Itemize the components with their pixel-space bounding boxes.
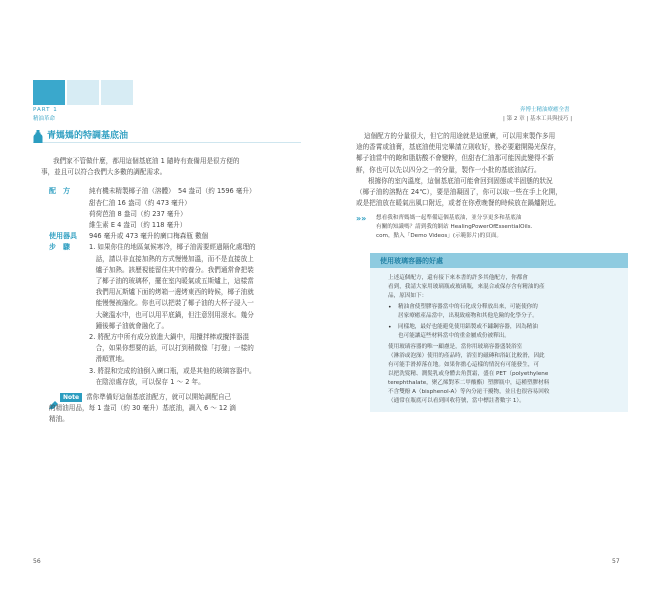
box-para-line: 以把洗髮精、潤髮乳或身體去角質霜，盛在 PET（polyethylene — [388, 371, 549, 378]
box-para-line: terephthalate，聚乙烯對苯二甲酸酯）塑膠瓶中，這種塑膠材料 — [388, 380, 550, 387]
video-tip — [356, 214, 631, 241]
formula-label: 配 方 — [49, 187, 70, 196]
bullet-line: 居家療癒產品當中，出現致癌物和其他危險的化學分子。 — [398, 313, 538, 320]
box-para-line: 有可能手滑掉落在地。如果你擔心這樣的情況有可能發生，可 — [388, 362, 540, 369]
para-line: 椰子油當中的飽和脂肪酸不會變粹，但甜杏仁油那可能因此變得不新 — [356, 154, 554, 163]
left-page — [33, 126, 301, 426]
step-line: 鐘後椰子油就會融化了。 — [89, 321, 169, 330]
video-tip-line: com，點入「Demo Videos」(示範影片)的頁面。 — [376, 233, 503, 240]
intro-paragraph — [33, 156, 301, 178]
step-line: 2. 將配方中所有成分放進大鍋中，用攪拌棒或攪拌器混 — [89, 333, 250, 342]
step-line: 合，如果你想要的話，可以打到稍微像「打發」一樣的 — [89, 344, 254, 353]
part-tab-active — [33, 80, 65, 105]
formula-line: 荷荷芭油 8 盎司（約 237 毫升） — [89, 209, 187, 218]
bullet-line: 同樣地，最好也能避免使用鋁製或不鏽鋼容器，因為精油 — [398, 324, 538, 331]
step-line: 了椰子油的玻璃杯，擺在室內暖氣或五斯爐上，這樣當 — [89, 277, 254, 286]
box-intro-line: 看到，我請大家用玻璃瓶或玻璃瓶，來混合或保存含有精油的產 — [388, 284, 545, 291]
steps-label: 步 驟 — [49, 243, 70, 252]
part-tab-2 — [67, 80, 99, 105]
box-intro-line: 品，原因如下： — [388, 293, 428, 300]
intro-line: 我們家不管做什麼，都用這個基底油 1 隨時有查備用是很方便的 — [53, 157, 240, 165]
step-line: 能慢慢被融化。你也可以把裝了椰子油的大杯子浸入一 — [89, 299, 254, 308]
tools-text: 946 毫升或 473 毫升的廣口梅森瓶 數個 — [89, 232, 209, 241]
bullet-line: 也可能讓這些材料當中的重金屬成份被釋出。 — [398, 333, 510, 340]
note-line: 精油。 — [49, 415, 69, 424]
part-tab-3 — [101, 80, 133, 105]
video-tip-line: 有關的知識嗎？請到我的網站 HealingPowerOfEssentialOils. — [376, 224, 533, 231]
double-chevron-icon: »» — [356, 214, 367, 224]
box-para-line: 使用玻璃容器的唯一顧慮是，當你用玻璃容器盛裝浴室 — [388, 344, 523, 351]
steps-block — [33, 242, 301, 388]
tools-label: 使用器具 — [49, 232, 77, 241]
right-page — [356, 131, 631, 412]
bullet-line: 精油會使塑膠容器當中的石化成分釋放出來，可能使你的 — [398, 304, 538, 311]
heading-text: 青媽媽的特調基底油 — [47, 130, 129, 141]
video-tip-line: 想看我和齊媽媽一起準備這個基底油，並分享更多和基底油 — [376, 215, 522, 222]
para-line: 這個配方的分量很大，但它的用途就是這麼廣，可以用來製作多用 — [364, 132, 556, 140]
page-number-left: 56 — [33, 558, 41, 565]
note-line: 當你準備好這個基底油配方，就可以開始調配自己 — [86, 393, 232, 402]
box-bullet — [388, 303, 618, 321]
step-line: 我們用瓦斯爐下面的烤箱一邊烤東西的時候，椰子油就 — [89, 288, 254, 297]
box-para-line: （通常在瓶底可以看到回收符號，當中標註著數字 1）。 — [388, 398, 525, 405]
glass-container-box — [370, 253, 628, 412]
pencil-icon — [49, 394, 58, 402]
intro-line: 事，並且可以符合我們大多數的調配需求。 — [41, 168, 167, 177]
part-label: PART 1 — [33, 107, 58, 113]
step-line: 滑順質地。 — [89, 355, 129, 364]
paragraph-1 — [356, 131, 631, 176]
para-line: 途的香霄或油膏，基底油使用完畢請立則收好，務必要避開陽光保存， — [356, 143, 561, 152]
note-block — [33, 392, 301, 426]
box-title: 使用玻璃容器的好處 — [380, 256, 443, 265]
formula-line: 維生素 E 4 盎司（約 118 毫升） — [89, 221, 187, 230]
section-heading — [33, 126, 301, 143]
step-line: 爐子加熱。該歷視能留住其中的養分。我們通常會把裝 — [89, 265, 254, 274]
running-title: 奔博士精油療癒全書 — [520, 107, 570, 113]
step-line: 話，請以非直接加熱的方式慢慢加溫，而不是直接放上 — [89, 254, 254, 263]
bottle-icon — [33, 128, 43, 141]
box-para-line: 不含雙酚 A（bisphenol-A）等內分泌干擾物，並且也很容易回收 — [388, 389, 550, 396]
box-title-bar — [370, 253, 628, 268]
box-intro-line: 上述這個配方，還有接下來本書的許多其他配方，你都會 — [388, 275, 528, 282]
para-line: 或是把油放在暖氣出風口附近，或者在你煮晚餐的時候放在鍋爐附近。 — [356, 199, 561, 208]
tools-block — [33, 231, 301, 242]
note-line: 的精油用品，每 1 盎司（約 30 毫升）基底油，調入 6 ～ 12 滴 — [49, 404, 237, 413]
bullet-dot-icon: • — [388, 304, 392, 312]
para-line: 鮮，你也可以先以四分之一的分量，製作一小批的基底油試行。 — [356, 165, 541, 174]
page-number-right: 57 — [612, 558, 620, 565]
box-para-line: （淋浴或泡澡）使用的產品時，浴室的磁磚和浴缸比較滑，因此 — [388, 353, 545, 360]
para-line: （椰子油的溶點在 24℃），要是油凝固了，你可以取一些在手上化開， — [356, 188, 562, 197]
step-line: 3. 將混和完成的油倒入廣口瓶，或是其他的玻璃容器中。 — [89, 366, 256, 375]
running-chapter: | 第 2 章 | 基本工具與技巧 | — [503, 116, 573, 122]
step-line: 大碗溫水中，也可以用平底鍋，但注意別用滾水。幾分 — [89, 310, 254, 319]
para-line: 根據你的室內溫度，這個基底油可能會回到固態或半固態的狀況 — [368, 176, 553, 185]
paragraph-2 — [356, 176, 631, 210]
note-label: Note — [60, 393, 82, 402]
bullet-dot-icon: • — [388, 324, 392, 332]
step-line: 1. 如果你住的地區氣候寒冷，椰子油需要經過隔化處理的 — [89, 243, 256, 252]
step-line: 在陰涼處存放，可以保存 1 ～ 2 年。 — [89, 377, 205, 386]
formula-block — [33, 186, 301, 231]
formula-line: 純有機未精製椰子油（溶體） 54 盎司（約 1596 毫升） — [89, 187, 256, 196]
formula-line: 甜杏仁油 16 盎司（約 473 毫升） — [89, 198, 191, 207]
part-sublabel: 精油革命 — [33, 116, 56, 122]
box-bullet — [388, 323, 618, 341]
